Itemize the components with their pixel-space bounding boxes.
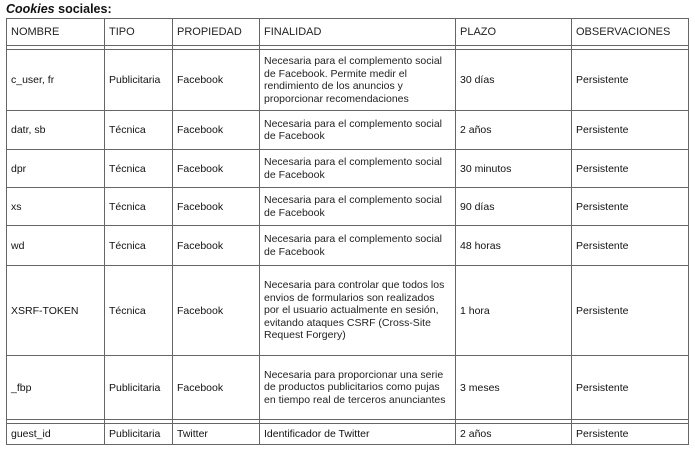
table-row xyxy=(6,225,689,265)
cell-nombre: dpr xyxy=(6,149,104,187)
header-plazo: PLAZO xyxy=(455,18,571,45)
cell-propiedad: Facebook xyxy=(172,149,259,187)
section-title xyxy=(6,1,112,17)
cell-nombre: xs xyxy=(6,187,104,225)
cell-observaciones: Persistente xyxy=(571,49,689,110)
cell-plazo: 48 horas xyxy=(455,225,571,265)
cell-observaciones: Persistente xyxy=(571,187,689,225)
cell-plazo: 3 meses xyxy=(455,355,571,419)
section-title-rest: sociales: xyxy=(54,2,112,16)
header-observaciones: OBSERVACIONES xyxy=(571,18,689,45)
table-row xyxy=(6,149,689,187)
cell-nombre: c_user, fr xyxy=(6,49,104,110)
cell-propiedad: Facebook xyxy=(172,355,259,419)
cell-tipo: Técnica xyxy=(104,187,172,225)
cell-tipo: Publicitaria xyxy=(104,355,172,419)
cell-nombre: _fbp xyxy=(6,355,104,419)
cell-finalidad: Necesaria para el complemento social de Facebook xyxy=(259,225,455,265)
cell-nombre: XSRF-TOKEN xyxy=(6,265,104,355)
cell-plazo: 90 días xyxy=(455,187,571,225)
cell-finalidad: Necesaria para el complemento social de Facebook. Permite medir el rendimiento de los anuncios y proporcionar recomendaciones xyxy=(259,49,455,110)
table-row xyxy=(6,110,689,149)
cell-tipo: Técnica xyxy=(104,149,172,187)
cell-observaciones: Persistente xyxy=(571,265,689,355)
cell-finalidad: Identificador de Twitter xyxy=(259,423,455,445)
cell-plazo: 2 años xyxy=(455,423,571,445)
header-finalidad: FINALIDAD xyxy=(259,18,455,45)
header-nombre: NOMBRE xyxy=(6,18,104,45)
cell-nombre: guest_id xyxy=(6,423,104,445)
cell-tipo: Técnica xyxy=(104,265,172,355)
cell-finalidad: Necesaria para el complemento social de Facebook xyxy=(259,149,455,187)
table-row xyxy=(6,49,689,110)
cell-observaciones: Persistente xyxy=(571,225,689,265)
cell-observaciones: Persistente xyxy=(571,110,689,149)
cell-nombre: datr, sb xyxy=(6,110,104,149)
cell-propiedad: Facebook xyxy=(172,187,259,225)
cell-observaciones: Persistente xyxy=(571,149,689,187)
section-title-italic: Cookies xyxy=(6,2,55,16)
table-header-row xyxy=(6,18,689,45)
header-tipo: TIPO xyxy=(104,18,172,45)
cell-plazo: 1 hora xyxy=(455,265,571,355)
cell-plazo: 30 minutos xyxy=(455,149,571,187)
cell-propiedad: Facebook xyxy=(172,49,259,110)
cell-finalidad: Necesaria para controlar que todos los envios de formularios son realizados por el usuario actualmente en sesión, evitando ataques CSRF (Cross-Site Request Forgery) xyxy=(259,265,455,355)
cell-tipo: Técnica xyxy=(104,110,172,149)
cell-plazo: 2 años xyxy=(455,110,571,149)
table-row xyxy=(6,355,689,419)
cell-nombre: wd xyxy=(6,225,104,265)
cell-propiedad: Facebook xyxy=(172,265,259,355)
table-row xyxy=(6,265,689,355)
cell-finalidad: Necesaria para el complemento social de Facebook xyxy=(259,187,455,225)
cell-tipo: Técnica xyxy=(104,225,172,265)
cell-tipo: Publicitaria xyxy=(104,49,172,110)
cell-tipo: Publicitaria xyxy=(104,423,172,445)
cell-finalidad: Necesaria para proporcionar una serie de productos publicitarios como pujas en tiempo real de terceros anunciantes xyxy=(259,355,455,419)
table-row xyxy=(6,423,689,445)
header-propiedad: PROPIEDAD xyxy=(172,18,259,45)
cell-plazo: 30 días xyxy=(455,49,571,110)
table-row xyxy=(6,187,689,225)
cell-observaciones: Persistente xyxy=(571,423,689,445)
cell-finalidad: Necesaria para el complemento social de Facebook xyxy=(259,110,455,149)
cookies-table xyxy=(6,18,689,445)
cell-observaciones: Persistente xyxy=(571,355,689,419)
cell-propiedad: Facebook xyxy=(172,225,259,265)
cell-propiedad: Twitter xyxy=(172,423,259,445)
cell-propiedad: Facebook xyxy=(172,110,259,149)
